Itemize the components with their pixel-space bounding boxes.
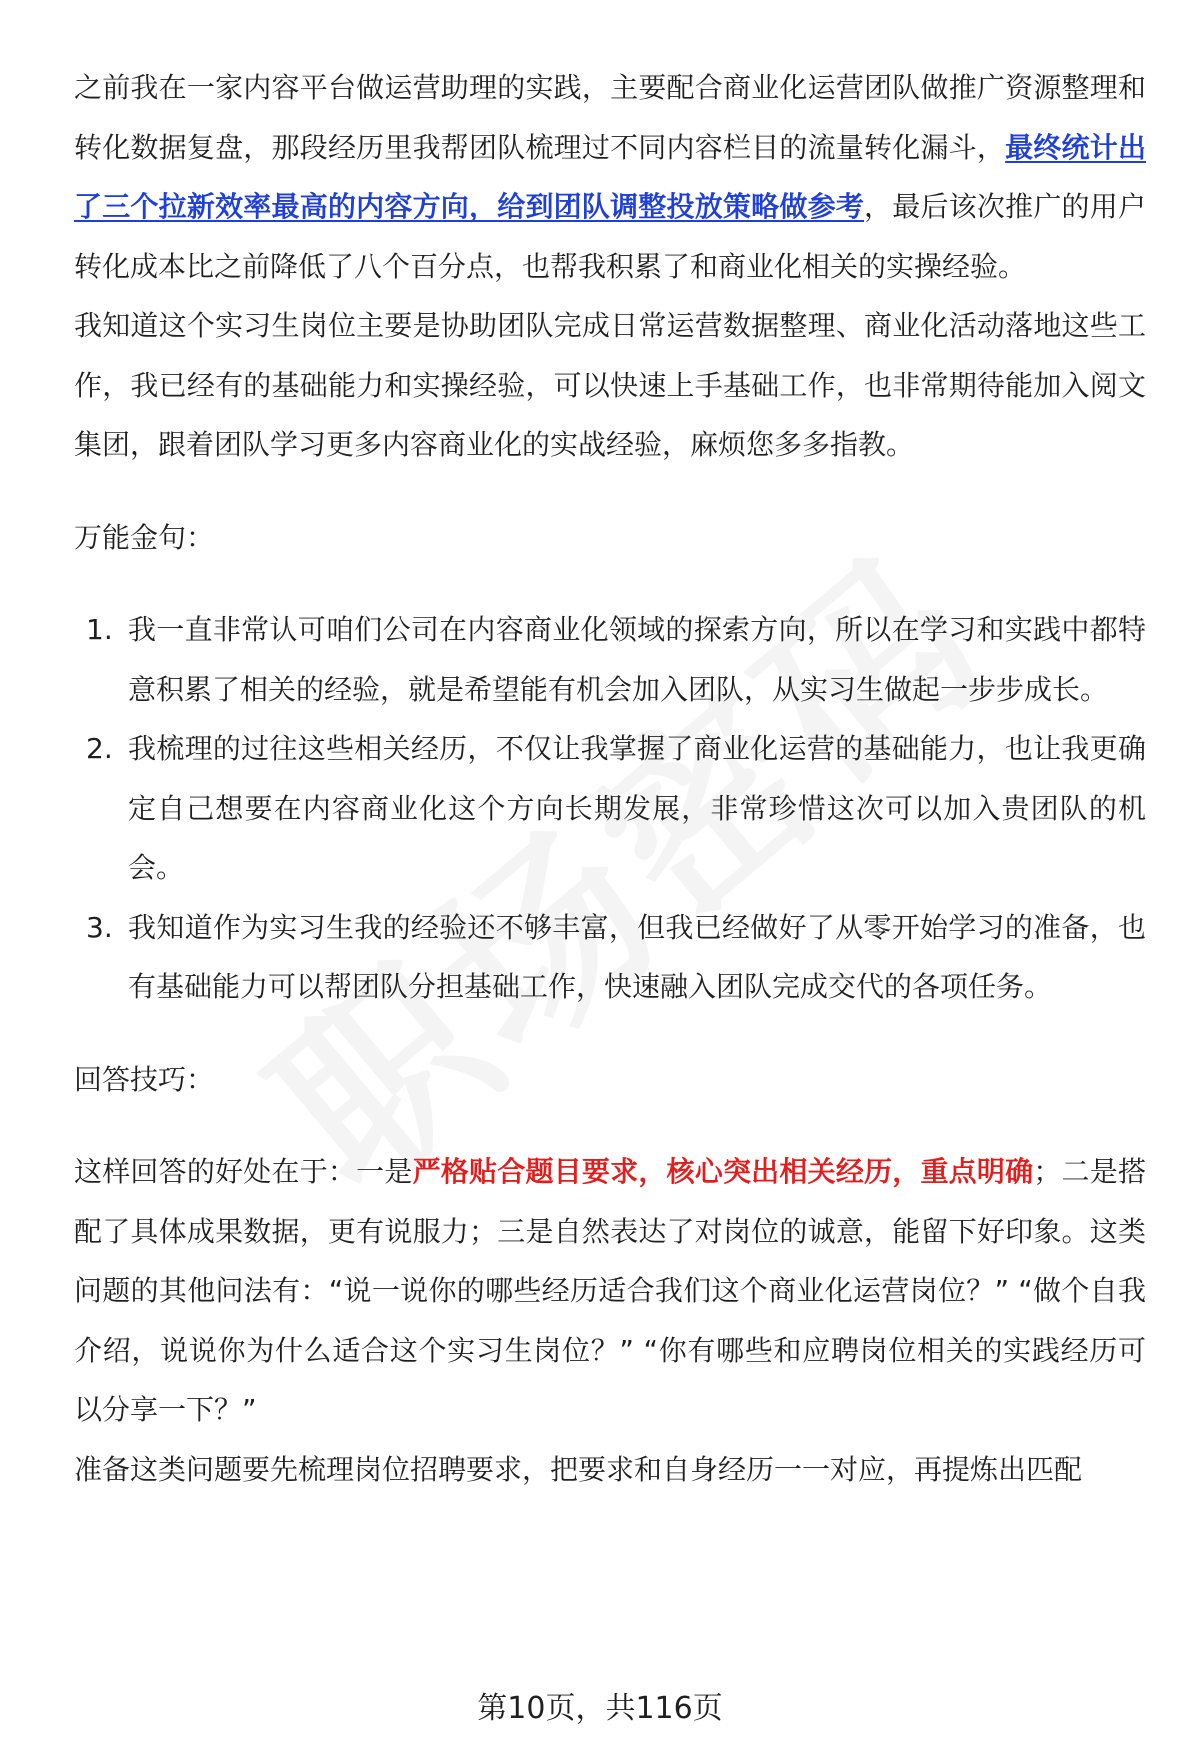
list-item: [74, 898, 1146, 1017]
list-item-text: 我梳理的过往这些相关经历，不仅让我掌握了商业化运营的基础能力，也让我更确定自己想要在内容商业化这个方向长期发展，非常珍惜这次可以加入贵团队的机会。: [128, 732, 1146, 884]
paragraph-preparation: 准备这类问题要先梳理岗位招聘要求，把要求和自身经历一一对应，再提炼出匹配: [74, 1452, 1083, 1486]
section-title-answer-tips: 回答技巧：: [74, 1062, 215, 1096]
page-number: 第10页，共116页: [477, 1691, 723, 1726]
list-item-number: 2.: [86, 732, 113, 765]
section-title-golden-sentences: 万能金句：: [74, 520, 215, 554]
paragraph-motivation: 我知道这个实习生岗位主要是协助团队完成日常运营数据整理、商业化活动落地这些工作，我已经有的基础能力和实操经验，可以快速上手基础工作，也非常期待能加入阅文集团，跟着团队学习更多内容商业化的实战经验，麻烦您多多指教。: [74, 309, 1146, 461]
list-item: [74, 600, 1146, 719]
list-item-text: 我一直非常认可咱们公司在内容商业化领域的探索方向，所以在学习和实践中都特意积累了相关的经验，就是希望能有机会加入团队，从实习生做起一步步成长。: [128, 613, 1146, 706]
list-item: [74, 719, 1146, 898]
highlight-red-text: 严格贴合题目要求，核心突出相关经历，重点明确: [412, 1155, 1034, 1188]
list-item-number: 1.: [86, 613, 113, 646]
paragraph-tips: [74, 1142, 1146, 1440]
paragraph-tips-tail: ；二是搭配了具体成果数据，更有说服力；三是自然表达了对岗位的诚意，能留下好印象。这类问题的其他问法有：“说一说你的哪些经历适合我们这个商业化运营岗位？” “做个自我介绍，说说你为什么适合这个实习生岗位？” “你有哪些和应聘岗位相关的实践经历可以分享一下？”: [74, 1155, 1146, 1426]
list-item-text: 我知道作为实习生我的经验还不够丰富，但我已经做好了从零开始学习的准备，也有基础能力可以帮团队分担基础工作，快速融入团队完成交代的各项任务。: [128, 910, 1146, 1003]
list-item-number: 3.: [86, 910, 113, 944]
paragraph-experience-tail: ，最后该次推广的用户转化成本比之前降低了八个百分点，也帮我积累了和商业化相关的实操经验。: [74, 190, 1146, 283]
paragraph-experience: [74, 58, 1146, 296]
highlight-blue-text: 最终统计出了三个拉新效率最高的内容方向，给到团队调整投放策略做参考: [74, 130, 1146, 223]
paragraph-tips-text: 这样回答的好处在于：一是: [74, 1155, 413, 1188]
page-content: [74, 58, 1146, 1499]
paragraph-experience-text: 之前我在一家内容平台做运营助理的实践，主要配合商业化运营团队做推广资源整理和转化数据复盘，那段经历里我帮团队梳理过不同内容栏目的流量转化漏斗，: [74, 71, 1146, 164]
golden-sentences-list: [74, 600, 1146, 1017]
